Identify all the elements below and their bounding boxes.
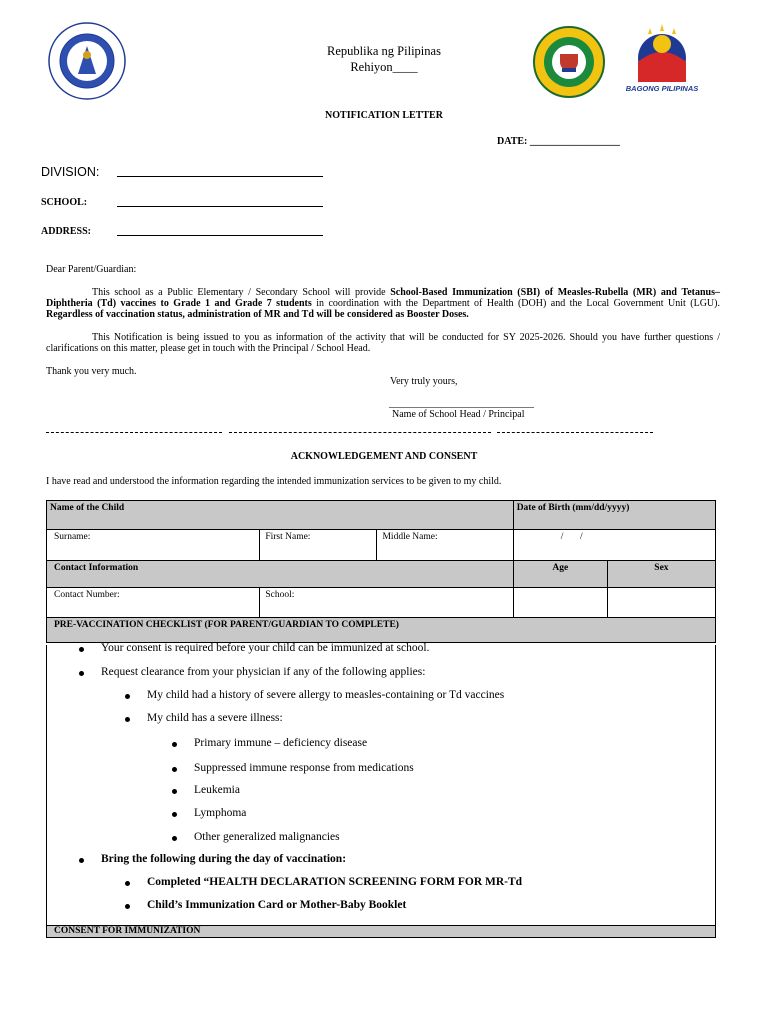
ack-title: ACKNOWLEDGEMENT AND CONSENT (290, 451, 478, 462)
first-name-label: First Name: (265, 532, 311, 542)
notification-title: NOTIFICATION LETTER (325, 110, 443, 121)
cut-line (46, 432, 222, 433)
name-of-child-header: Name of the Child (47, 501, 514, 530)
illness-item: Lymphoma (194, 807, 246, 819)
school-cell-label: School: (265, 590, 295, 600)
checklist-subitem: My child has a severe illness: (147, 712, 283, 724)
contact-info-header: Contact Information (47, 561, 514, 588)
bagong-pilipinas-label: BAGONG PILIPINAS (625, 84, 699, 93)
surname-cell[interactable] (47, 530, 260, 561)
division-field[interactable] (117, 176, 323, 177)
sex-header: Sex (607, 561, 715, 588)
address-label: ADDRESS: (41, 226, 92, 237)
consent-header: CONSENT FOR IMMUNIZATION (46, 925, 716, 938)
letter-paragraph-2: This Notification is being issued to you as information of the activity that will be conducted for SY 2025-2026. Should you have further questions / clarifications on this matter, please get in touch with the Principal / School Head. (46, 332, 720, 354)
signature-line[interactable]: _____________________________ (389, 398, 534, 409)
age-header: Age (513, 561, 607, 588)
school-field[interactable] (117, 206, 323, 207)
dob-cell[interactable] (513, 530, 715, 561)
sex-cell[interactable] (607, 588, 715, 618)
region-heading: Rehiyon____ (350, 60, 418, 74)
deped-seal-logo (48, 22, 126, 100)
checklist-subitem: My child had a history of severe allergy to measles-containing or Td vaccines (147, 689, 504, 701)
dob-slashes: / / (560, 532, 583, 542)
salutation: Dear Parent/Guardian: (46, 264, 137, 275)
consent-form-table (46, 500, 716, 643)
checklist-subitem: Completed “HEALTH DECLARATION SCREENING FORM FOR MR-Td (147, 876, 522, 888)
ack-text: I have read and understood the information regarding the intended immunization services to be given to my child. (46, 476, 502, 487)
middle-name-label: Middle Name: (382, 532, 438, 542)
bagong-pilipinas-logo (620, 22, 704, 98)
cut-line (497, 432, 653, 433)
cut-line (229, 432, 491, 433)
checklist-header: PRE-VACCINATION CHECKLIST (FOR PARENT/GUARDIAN TO COMPLETE) (47, 618, 716, 643)
illness-item: Leukemia (194, 784, 240, 796)
school-cell[interactable] (260, 588, 513, 618)
checklist-item: Request clearance from your physician if any of the following applies: (101, 666, 425, 678)
school-label: SCHOOL: (41, 197, 88, 208)
closing-line: Very truly yours, (390, 376, 458, 387)
checklist-box (46, 642, 716, 925)
illness-item: Other generalized malignancies (194, 831, 340, 843)
address-field[interactable] (117, 235, 323, 236)
illness-item: Primary immune – deficiency disease (194, 737, 367, 749)
first-name-cell[interactable] (260, 530, 377, 561)
signature-name-label: Name of School Head / Principal (392, 409, 525, 420)
date-field[interactable]: DATE: __________________ (497, 136, 620, 147)
illness-item: Suppressed immune response from medications (194, 762, 414, 774)
checklist-item: Bring the following during the day of vaccination: (101, 853, 346, 865)
doh-seal-logo (532, 26, 606, 98)
surname-label: Surname: (54, 532, 91, 542)
contact-number-cell[interactable] (47, 588, 260, 618)
checklist-subitem: Child’s Immunization Card or Mother-Baby Booklet (147, 899, 406, 911)
dob-header: Date of Birth (mm/dd/yyyy) (513, 501, 715, 530)
checklist-item: Your consent is required before your child can be immunized at school. (101, 642, 429, 654)
letter-paragraph-1: This school as a Public Elementary / Secondary School will provide School-Based Immunization (SBI) of Measles-Rubella (MR) and Tetanus–Diphtheria (Td) vaccines to Grade 1 and Grade 7 students in coordination with the Department of Health (DOH) and the Local Government Unit (LGU). Regardless of vaccination status, administration of MR and Td will be considered as Booster Doses. (46, 287, 720, 320)
middle-name-cell[interactable] (377, 530, 513, 561)
division-label: DIVISION: (41, 165, 100, 179)
republic-heading: Republika ng Pilipinas (327, 44, 441, 58)
age-cell[interactable] (513, 588, 607, 618)
contact-number-label: Contact Number: (54, 590, 120, 600)
thanks-line: Thank you very much. (46, 366, 137, 377)
